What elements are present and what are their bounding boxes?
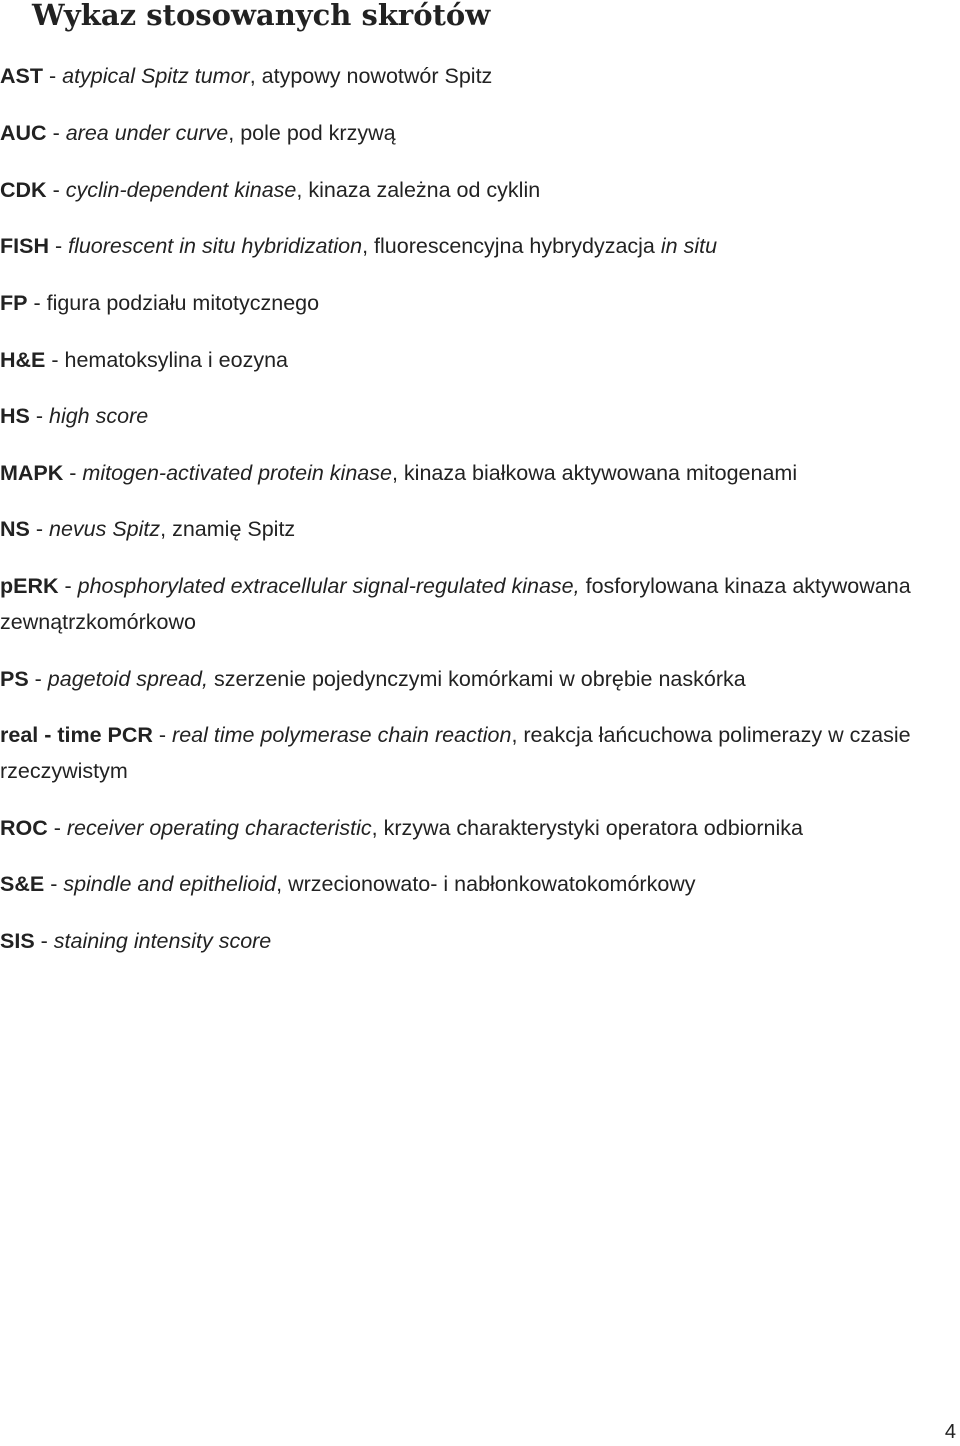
- english-term: real time polymerase chain reaction: [172, 723, 512, 747]
- polish-translation: fluorescencyjna hybrydyzacja: [374, 234, 661, 258]
- separator: ,: [511, 723, 524, 747]
- abbreviation-term: real - time PCR: [0, 723, 153, 747]
- english-tail: in situ: [660, 234, 718, 258]
- abbreviation-term: FISH: [0, 234, 49, 258]
- polish-translation: reakcja łańcuchowa polimerazy w czasie rzeczywistym: [0, 723, 911, 783]
- polish-translation: figura podziału mitotycznego: [46, 291, 320, 315]
- abbreviation-entry-sis: [0, 923, 930, 959]
- polish-translation: kinaza zależna od cyklin: [308, 178, 541, 202]
- abbreviation-entry-ast: [0, 58, 930, 94]
- separator: -: [29, 404, 49, 428]
- separator: ,: [228, 121, 241, 145]
- abbreviation-entry-cdk: [0, 172, 930, 208]
- english-term: nevus Spitz: [48, 517, 161, 541]
- separator: ,: [160, 517, 173, 541]
- separator: -: [47, 816, 67, 840]
- abbreviation-entry-ns: [0, 511, 930, 547]
- abbreviation-entry-roc: [0, 810, 930, 846]
- english-term: spindle and epithelioid: [63, 872, 277, 896]
- polish-translation: wrzecionowato- i nabłonkowatokomórkowy: [288, 872, 696, 896]
- abbreviation-entry-se: [0, 866, 930, 902]
- abbreviation-term: PS: [0, 667, 29, 691]
- separator: -: [34, 929, 54, 953]
- abbreviation-term: pERK: [0, 574, 59, 598]
- english-term: mitogen-activated protein kinase: [82, 461, 392, 485]
- separator: -: [46, 178, 66, 202]
- abbreviation-term: FP: [0, 291, 28, 315]
- abbreviation-entry-auc: [0, 115, 930, 151]
- polish-translation: znamię Spitz: [172, 517, 296, 541]
- abbreviation-entry-ps: [0, 661, 930, 697]
- polish-translation: szerzenie pojedynczymi komórkami w obrębie naskórka: [213, 667, 746, 691]
- abbreviation-entry-hs: [0, 398, 930, 434]
- separator: ,: [249, 64, 262, 88]
- abbreviation-entry-perk: [0, 568, 930, 640]
- english-term: area under curve: [65, 121, 229, 145]
- abbreviation-term: CDK: [0, 178, 47, 202]
- polish-translation: hematoksylina i eozyna: [64, 348, 288, 372]
- english-term: phosphorylated extracellular signal-regulated kinase,: [77, 574, 580, 598]
- polish-translation: atypowy nowotwór Spitz: [261, 64, 493, 88]
- english-term: staining intensity score: [53, 929, 272, 953]
- separator: -: [152, 723, 173, 747]
- separator: -: [27, 291, 47, 315]
- abbreviation-entry-real-time-pcr: [0, 717, 930, 789]
- separator: ,: [296, 178, 309, 202]
- abbreviation-term: AUC: [0, 121, 47, 145]
- separator: ,: [371, 816, 384, 840]
- separator: -: [28, 667, 48, 691]
- polish-translation: pole pod krzywą: [240, 121, 396, 145]
- english-term: receiver operating characteristic: [66, 816, 372, 840]
- abbreviation-term: ROC: [0, 816, 48, 840]
- separator: -: [48, 234, 69, 258]
- polish-translation: kinaza białkowa aktywowana mitogenami: [403, 461, 798, 485]
- abbreviation-entry-fp: [0, 285, 930, 321]
- separator: ,: [391, 461, 404, 485]
- abbreviation-entry-fish: [0, 228, 930, 264]
- english-term: atypical Spitz tumor: [62, 64, 250, 88]
- abbreviation-term: SIS: [0, 929, 35, 953]
- separator: -: [63, 461, 83, 485]
- separator: -: [58, 574, 78, 598]
- abbreviation-term: AST: [0, 64, 43, 88]
- abbreviation-term: H&E: [0, 348, 46, 372]
- english-term: cyclin-dependent kinase: [65, 178, 297, 202]
- separator: ,: [276, 872, 289, 896]
- separator: -: [29, 517, 49, 541]
- separator: -: [43, 64, 63, 88]
- separator: -: [45, 348, 65, 372]
- english-term: fluorescent in situ hybridization: [68, 234, 363, 258]
- polish-translation: fosforylowana kinaza aktywowana zewnątrzkomórkowo: [0, 574, 911, 634]
- separator: -: [46, 121, 66, 145]
- abbreviation-entry-mapk: [0, 455, 930, 491]
- polish-translation: krzywa charakterystyki operatora odbiornika: [383, 816, 803, 840]
- separator: -: [44, 872, 64, 896]
- page-title: Wykaz stosowanych skrótów: [32, 0, 491, 32]
- english-term: high score: [48, 404, 149, 428]
- abbreviation-term: NS: [0, 517, 30, 541]
- abbreviation-term: S&E: [0, 872, 45, 896]
- page-number: 4: [944, 1421, 956, 1443]
- abbreviation-entry-he: [0, 342, 930, 378]
- separator: ,: [362, 234, 375, 258]
- abbreviation-term: HS: [0, 404, 30, 428]
- english-term: pagetoid spread,: [47, 667, 208, 691]
- abbreviation-term: MAPK: [0, 461, 64, 485]
